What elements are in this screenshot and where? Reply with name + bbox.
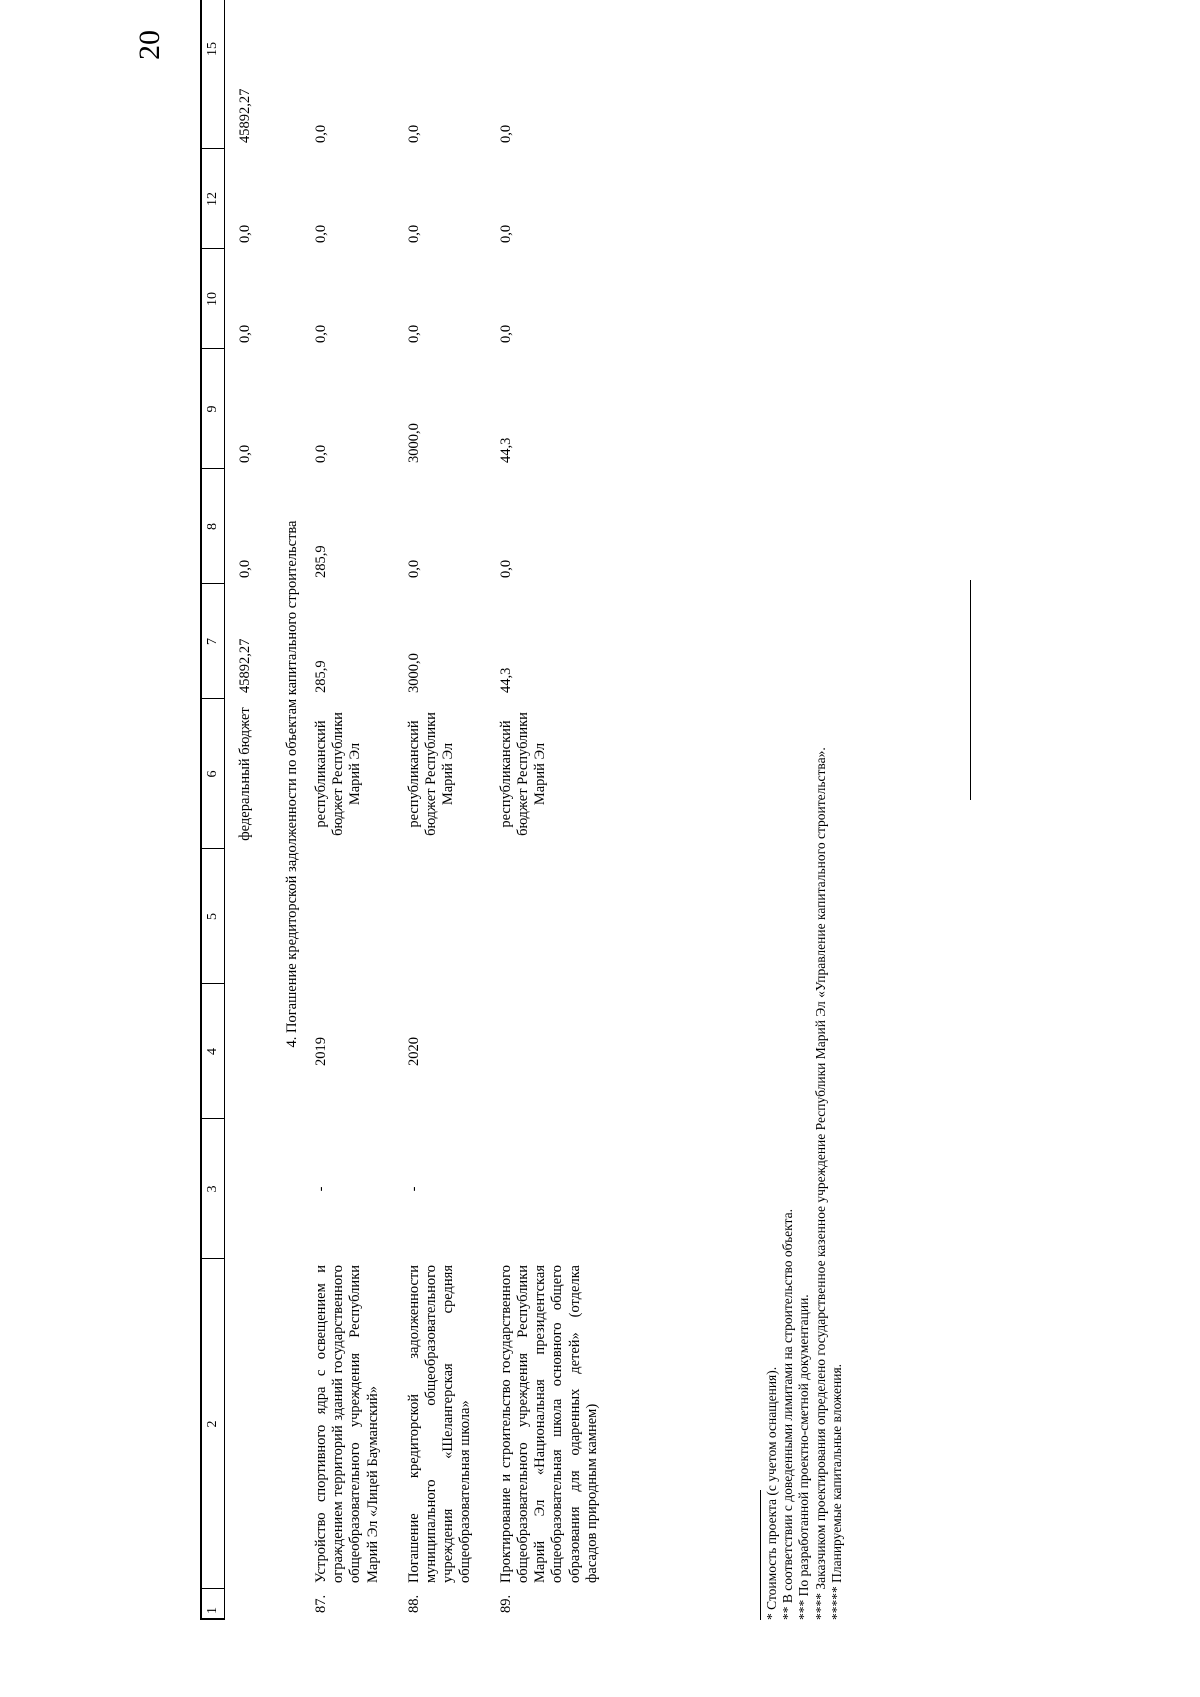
value-col-12: 0,0 — [498, 224, 515, 243]
funding-source: федеральный бюджет — [237, 707, 253, 841]
value-col-5 — [498, 849, 625, 984]
col-header-10: 10 — [201, 249, 225, 349]
value-col-10: 0,0 — [498, 324, 515, 343]
value-col-9: 0,0 — [313, 444, 330, 463]
value-col-3: - — [405, 1186, 422, 1192]
section-title: 4. Погашение кредиторской задолженности по объектам капитального строительства — [284, 520, 301, 1048]
value-col-8: 0,0 — [237, 559, 253, 578]
col-header-1: 1 — [201, 1589, 225, 1619]
col-header-7: 7 — [201, 584, 225, 699]
value-col-10: 0,0 — [405, 324, 422, 343]
row-number: 87. — [313, 1594, 330, 1613]
funding-source: республиканский бюджет Республики Марий Эл — [405, 712, 456, 836]
row-number: 89. — [498, 1594, 515, 1613]
section-heading-row — [278, 0, 313, 1619]
value-col-8: 0,0 — [498, 559, 515, 578]
object-name: Погашение кредиторской задолженности муниципального общеобразовательного учреждения «Шелангерская средняя общеобразовательная школа» — [405, 1265, 473, 1583]
value-col-12: 0,0 — [313, 224, 330, 243]
value-col-15: 0,0 — [405, 124, 422, 143]
table-row — [406, 0, 498, 1619]
value-col-8: 0,0 — [405, 559, 422, 578]
footnote: **** Заказчиком проектирования определено государственное казенное учреждение Республики Марий Эл «Управление капитального строительства». — [812, 747, 828, 1620]
federal-budget-row — [237, 0, 278, 1619]
object-name: Проктирование и строительство государственного общеобразовательного учреждения Республики Марий Эл «Национальная президентская общеобразовательная школа основного общего образования для одаренных детей» (отделка фасадов природным камнем) — [498, 1265, 600, 1583]
col-header-2: 2 — [201, 1259, 225, 1589]
value-col-5 — [313, 849, 405, 984]
value-col-7: 44,3 — [498, 667, 515, 693]
year: 2019 — [313, 1037, 330, 1066]
value-col-12: 0,0 — [405, 224, 422, 243]
footnote-divider — [760, 1490, 761, 1620]
investment-table — [200, 0, 625, 1620]
value-col-9: 44,3 — [498, 437, 515, 463]
col-header-9: 9 — [201, 349, 225, 469]
footnote: *** По разработанной проектно-сметной документации. — [796, 1294, 812, 1620]
value-col-8: 285,9 — [313, 545, 330, 578]
col-header-4: 4 — [201, 984, 225, 1119]
row-number: 88. — [405, 1594, 422, 1613]
value-col-5 — [406, 849, 498, 984]
value-col-9: 3000,0 — [405, 423, 422, 463]
col-header-3: 3 — [201, 1119, 225, 1259]
col-header-8: 8 — [201, 469, 225, 584]
col-header-12: 12 — [201, 149, 225, 249]
value-col-10: 0,0 — [313, 324, 330, 343]
year: 2020 — [405, 1037, 422, 1066]
header-row — [201, 0, 225, 1619]
value-col-9: 0,0 — [237, 444, 253, 463]
col-header-5: 5 — [201, 849, 225, 984]
object-name: Устройство спортивного ядра с освещением и ограждением территорий зданий государственного общеобразовательного учреждения Республики Марий Эл «Лицей Бауманский» — [313, 1265, 381, 1583]
funding-source: республиканский бюджет Республики Марий Эл — [498, 712, 549, 836]
footnote: ***** Планируемые капитальные вложения. — [828, 1363, 844, 1620]
value-col-12: 0,0 — [237, 224, 253, 243]
value-col-7: 45892,27 — [237, 638, 253, 693]
value-col-3 — [498, 1119, 625, 1259]
value-col-15: 45892,27 — [237, 88, 253, 143]
value-col-10: 0,0 — [237, 324, 253, 343]
col-header-15: 15 — [201, 0, 225, 149]
landscape-content — [150, 42, 1030, 1620]
table-row — [313, 0, 405, 1619]
page-number: 20 — [133, 30, 166, 60]
value-col-7: 3000,0 — [405, 653, 422, 693]
footnote: ** В соответствии с доведенными лимитами на строительство объекта. — [780, 1209, 796, 1620]
table-row — [498, 0, 625, 1619]
value-col-3: - — [313, 1186, 330, 1192]
year — [498, 984, 625, 1119]
end-of-table-rule — [970, 580, 971, 800]
col-header-6: 6 — [201, 699, 225, 849]
funding-source: республиканский бюджет Республики Марий Эл — [313, 712, 364, 836]
footnotes — [760, 120, 845, 1620]
value-col-15: 0,0 — [313, 124, 330, 143]
value-col-7: 285,9 — [313, 660, 330, 693]
value-col-15: 0,0 — [498, 124, 515, 143]
footnote: * Стоимость проекта (с учетом оснащения). — [764, 1366, 779, 1620]
